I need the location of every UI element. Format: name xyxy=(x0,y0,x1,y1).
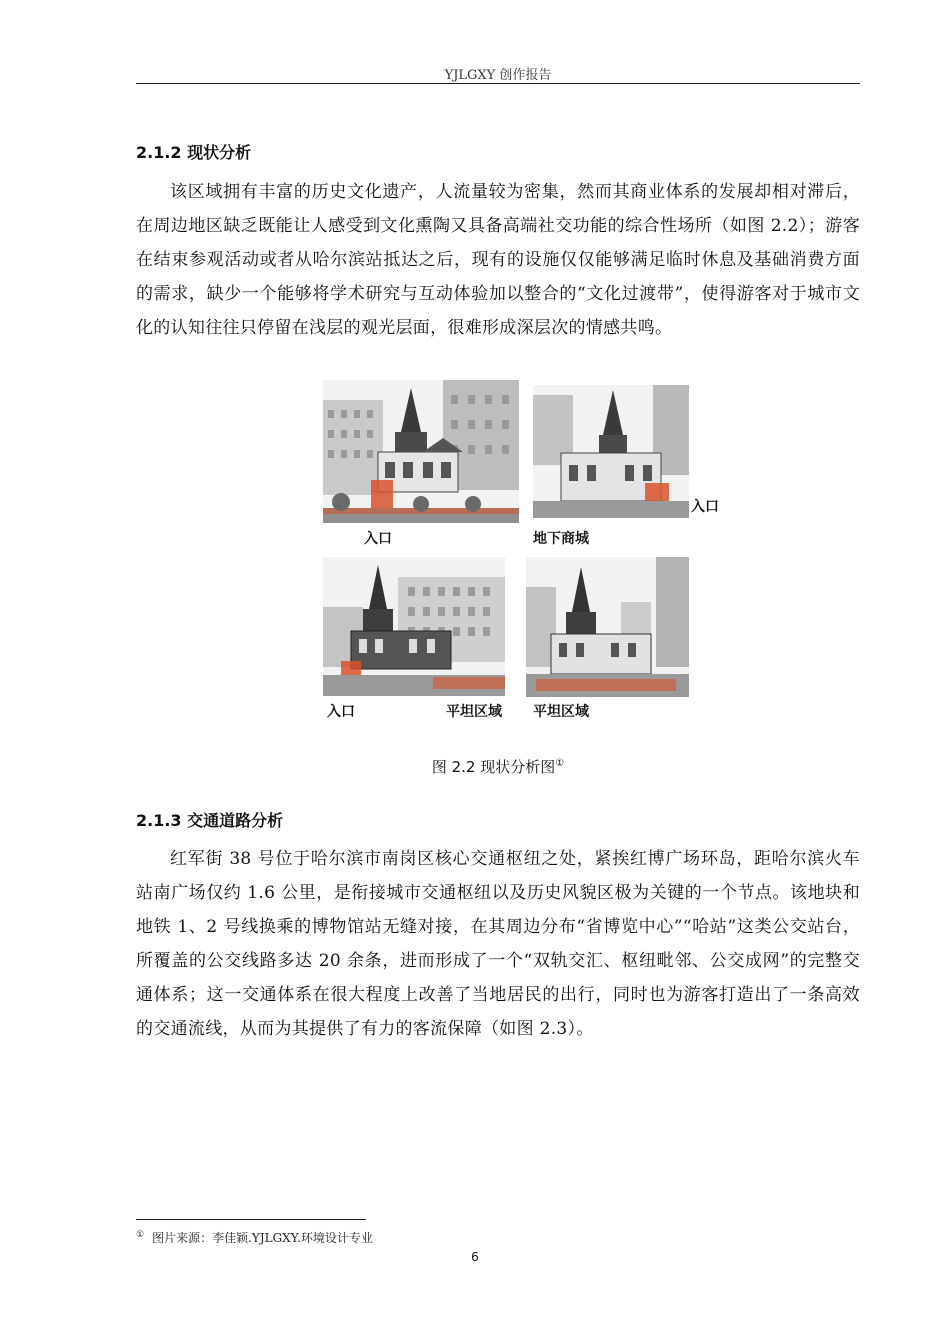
label-entrance-photo3: 入口 xyxy=(327,704,355,720)
label-underground-mall: 地下商城 xyxy=(533,531,589,547)
page-header: YJLGXY 创作报告 xyxy=(444,68,552,83)
footnote xyxy=(136,1229,373,1246)
figure-caption-text: 图 2.2 现状分析图 xyxy=(431,758,556,776)
label-entrance-photo1: 入口 xyxy=(364,531,392,547)
paragraph-traffic-analysis: 红军街 38 号位于哈尔滨市南岗区核心交通枢纽之处，紧挨红博广场环岛，距哈尔滨火车站南广场仅约 1.6 公里，是衔接城市交通枢纽以及历史风貌区极为关键的一个节点。该地块和地铁 1、2 号线换乘的博物馆站无缝对接，在其周边分布“省博览中心”“哈站”这类公交站台，所覆盖的公交线路多达 20 余条，进而形成了一个“双轨交汇、枢纽毗邻、公交成网”的完整交通体系；这一交通体系在很大程度上改善了当地居民的出行，同时也为游客打造出了一条高效的交通流线，从而为其提供了有力的客流保障（如图 2.3）。 xyxy=(136,849,860,1039)
footnote-mark: ① xyxy=(136,1230,145,1240)
figure-caption-footnote-mark: ① xyxy=(555,758,565,769)
figure-caption xyxy=(136,756,860,777)
label-flat-area-photo4: 平坦区域 xyxy=(533,704,589,720)
building-photo-2 xyxy=(533,385,689,518)
building-photo-4 xyxy=(526,557,689,697)
building-photo-1 xyxy=(323,380,519,523)
label-flat-area-photo3: 平坦区域 xyxy=(446,704,502,720)
section-heading-2-1-3: 2.1.3 交通道路分析 xyxy=(136,811,284,830)
building-photo-3 xyxy=(323,557,505,696)
footnote-text: 图片来源：李佳颖.YJLGXY.环境设计专业 xyxy=(152,1231,373,1245)
header-rule xyxy=(136,83,860,84)
label-entrance-photo2: 入口 xyxy=(691,499,719,515)
paragraph-status-analysis: 该区域拥有丰富的历史文化遗产，人流量较为密集，然而其商业体系的发展却相对滞后，在周边地区缺乏既能让人感受到文化熏陶又具备高端社交功能的综合性场所（如图 2.2）；游客在结束参观活动或者从哈尔滨站抵达之后，现有的设施仅仅能够满足临时休息及基础消费方面的需求，缺少一个能够将学术研究与互动体验加以整合的“文化过渡带”，使得游客对于城市文化的认知往往只停留在浅层的观光层面，很难形成深层次的情感共鸣。 xyxy=(136,182,860,338)
page-number: 6 xyxy=(471,1250,479,1264)
footnote-rule xyxy=(136,1219,366,1220)
section-heading-2-1-2: 2.1.2 现状分析 xyxy=(136,143,252,162)
